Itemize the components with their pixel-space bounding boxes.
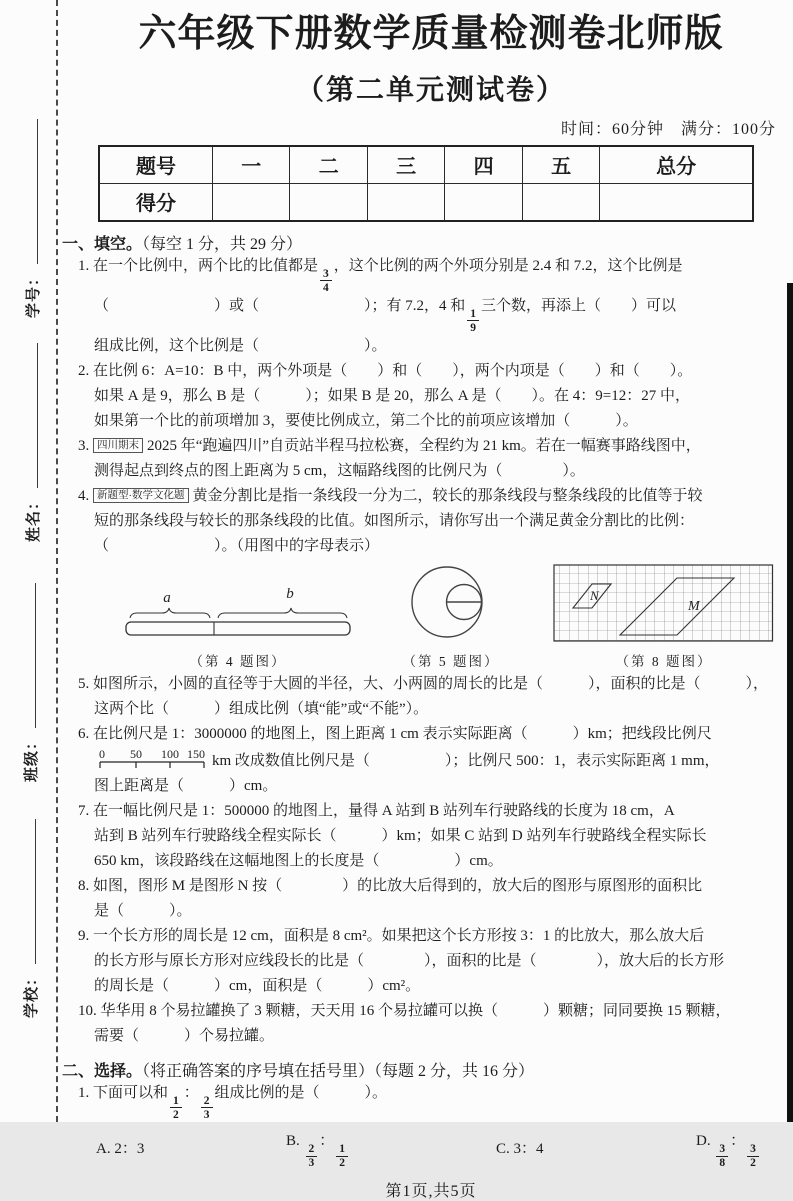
section-2-heading bbox=[62, 1058, 784, 1081]
grid-parallelograms-diagram bbox=[550, 564, 778, 644]
score-table-header-row bbox=[99, 146, 753, 184]
header-cell-total: 总分 bbox=[600, 146, 753, 184]
circles-diagram bbox=[391, 562, 511, 644]
question-2: 2. 在比例 6：A=10：B 中，两个外项是（ ）和（ ），两个内项是（ ）和（ ）。 如果 A 是 9，那么 B 是（ ）；如果 B 是 20，那么 A 是（ ）。在 4：9=12：27 中， 如果第一个比的前项增加 3，要使比例成立，第二个比的前项应该增加（ ）。 bbox=[78, 362, 693, 429]
score-cell bbox=[522, 183, 599, 221]
header-cell-5: 五 bbox=[522, 146, 599, 184]
figure-question-5 bbox=[386, 562, 516, 670]
sidebar-field-class bbox=[20, 583, 41, 782]
fraction-2-3: $\frac{2}{3}$ bbox=[306, 1143, 318, 1169]
page-title: 六年级下册数学质量检测卷北师版 bbox=[138, 13, 724, 55]
header-cell-1: 一 bbox=[213, 146, 290, 184]
question-number: 9. bbox=[78, 927, 90, 944]
question-number: 1. bbox=[78, 1084, 90, 1101]
header-cell-4: 四 bbox=[445, 146, 522, 184]
figure-caption: （第 5 题图） bbox=[402, 653, 500, 669]
sidebar-field-school bbox=[20, 819, 41, 1018]
school-blank bbox=[23, 819, 36, 964]
fraction-1-2: $\frac{1}{2}$ bbox=[336, 1143, 348, 1169]
question-number: 10. bbox=[78, 1002, 97, 1019]
svg-text:100: 100 bbox=[161, 746, 179, 761]
score-table bbox=[98, 145, 754, 222]
section-1-note: （每空 1 分，共 29 分） bbox=[142, 235, 303, 253]
class-blank bbox=[23, 583, 36, 728]
shape-label-m: M bbox=[688, 598, 700, 614]
exam-meta: 时间：60分钟 满分：100分 bbox=[560, 120, 776, 138]
question-7: 7. 在一幅比例尺是 1：500000 的地图上，量得 A 站到 B 站列车行驶路线的长度为 18 cm，A 站到 B 站列车行驶路线全程实际长（ ）km；如果 C 站到 D 站列车行驶路线全程实际长 650 km，该段路线在这幅地图上的长度是（ ）cm。 bbox=[78, 802, 707, 869]
header-cell-2: 二 bbox=[290, 146, 367, 184]
figures-row bbox=[78, 562, 784, 670]
figure-question-8 bbox=[544, 564, 784, 670]
figure-caption: （第 8 题图） bbox=[615, 653, 713, 669]
choice-question-1: 1. 下面可以和 $\frac{1}{2}$ ： $\frac{2}{3}$ 组成比例的是（ ）。 A. 2：3 B. $\frac{2}{3}$ ： $\frac{1}{2}$ C. 3：4 D. $\frac{3}{8}$ ： $\frac{3}{2}$ bbox=[78, 1081, 784, 1169]
option-d: D. $\frac{3}{8}$ ： $\frac{3}{2}$ bbox=[696, 1129, 761, 1169]
score-cell bbox=[445, 183, 522, 221]
option-b: B. $\frac{2}{3}$ ： $\frac{1}{2}$ bbox=[286, 1129, 496, 1169]
svg-text:50: 50 bbox=[130, 746, 142, 761]
sidebar-field-student-number bbox=[22, 119, 43, 318]
sidebar-field-name bbox=[22, 343, 43, 542]
question-number: 3. bbox=[78, 437, 90, 454]
question-5: 5. 如图所示，小圆的直径等于大圆的半径，大、小两圆的周长的比是（ ），面积的比是（ ）， 这两个比（ ）组成比例（填“能”或“不能”）。 bbox=[78, 675, 769, 717]
page-subtitle: （第二单元测试卷） bbox=[295, 74, 566, 106]
type-badge: 新题型·数学文化题 bbox=[93, 488, 189, 503]
choice-options-row bbox=[78, 1129, 784, 1169]
student-number-label: 学号： bbox=[26, 269, 42, 318]
question-number: 8. bbox=[78, 877, 90, 894]
question-number: 4. bbox=[78, 487, 90, 504]
section-2-note: （将正确答案的序号填在括号里）（每题 2 分，共 16 分） bbox=[142, 1062, 535, 1080]
class-label: 班级： bbox=[24, 733, 40, 782]
question-number: 1. bbox=[78, 257, 90, 274]
question-8: 8. 如图，图形 M 是图形 N 按（ ）的比放大后得到的，放大后的图形与原图形的面积比 是（ ）。 bbox=[78, 877, 703, 919]
question-number: 7. bbox=[78, 802, 90, 819]
question-4: 4. 新题型·数学文化题 黄金分割比是指一条线段一分为二，较长的那条线段与整条线段的比值等于较 短的那条线段与较长的那条线段的比值。如图所示，请你写出一个满足黄金分割比的比例： （ ）。（用图中的字母表示） bbox=[78, 487, 703, 554]
fraction-3-4: $\frac{3}{4}$ bbox=[320, 268, 332, 294]
question-6: 6. 在比例尺是 1：3000000 的地图上，图上距离 1 cm 表示实际距离（ ）km；把线段比例尺 0 50 100 150 km 改成数值比例尺是（ ）；比例尺 500：1，表示实际距离 1 mm， 图上距离是（ ）cm。 bbox=[78, 725, 720, 794]
score-cell bbox=[367, 183, 444, 221]
scan-edge bbox=[787, 283, 793, 1122]
segment-diagram bbox=[118, 578, 358, 644]
segment-label-a: a bbox=[163, 589, 171, 606]
question-number: 5. bbox=[78, 675, 90, 692]
question-number: 6. bbox=[78, 725, 90, 742]
fraction-3-8: $\frac{3}{8}$ bbox=[716, 1143, 728, 1169]
fraction-1-2: $\frac{1}{2}$ bbox=[170, 1095, 182, 1121]
header-cell-3: 三 bbox=[367, 146, 444, 184]
figure-caption: （第 4 题图） bbox=[189, 653, 287, 669]
score-cell bbox=[290, 183, 367, 221]
score-cell bbox=[213, 183, 290, 221]
fraction-1-9: $\frac{1}{9}$ bbox=[467, 308, 479, 334]
source-badge: 四川期末 bbox=[93, 438, 143, 453]
question-9: 9. 一个长方形的周长是 12 cm，面积是 8 cm²。如果把这个长方形按 3：1 的比放大，那么放大后 的长方形与原长方形对应线段长的比是（ ），面积的比是（ ），放大后的长方形 的周长是（ ）cm，面积是（ ）cm²。 bbox=[78, 927, 725, 994]
score-table-score-row bbox=[99, 183, 753, 221]
school-label: 学校： bbox=[24, 969, 40, 1018]
option-c: C. 3：4 bbox=[496, 1140, 544, 1157]
fraction-2-3: $\frac{2}{3}$ bbox=[201, 1095, 213, 1121]
figure-question-4 bbox=[118, 578, 358, 670]
main-content bbox=[62, 12, 784, 1201]
header-cell-question-number: 题号 bbox=[99, 146, 213, 184]
svg-text:0: 0 bbox=[99, 746, 105, 761]
question-1: 1. 在一个比例中，两个比的比值都是 $\frac{3}{4}$ ，这个比例的两个外项分别是 2.4 和 7.2，这个比例是 （ ）或（ ）；有 7.2，4 和 $\frac{1}{9}$ 三个数，再添上（ ）可以 组成比例，这个比例是（ ）。 bbox=[78, 257, 683, 354]
shape-label-n: N bbox=[590, 587, 599, 603]
question-3: 3. 四川期末 2025 年“跑遍四川”自贡站半程马拉松赛，全程约为 21 km。若在一幅赛事路线图中， 测得起点到终点的图上距离为 5 cm，这幅路线图的比例尺为（ ）。 bbox=[78, 437, 701, 479]
section-2-title: 二、选择。 bbox=[62, 1062, 143, 1080]
score-cell bbox=[600, 183, 753, 221]
linear-scale-bar bbox=[96, 747, 208, 771]
score-row-label: 得分 bbox=[99, 183, 213, 221]
option-a: A. 2：3 bbox=[96, 1140, 145, 1157]
svg-text:150: 150 bbox=[187, 746, 205, 761]
segment-label-b: b bbox=[286, 585, 294, 602]
question-number: 2. bbox=[78, 362, 90, 379]
name-blank bbox=[25, 343, 38, 488]
name-label: 姓名： bbox=[26, 493, 42, 542]
fraction-3-2: $\frac{3}{2}$ bbox=[747, 1143, 759, 1169]
student-number-blank bbox=[25, 119, 38, 264]
binding-dashed-line bbox=[56, 0, 58, 1122]
section-1-title: 一、填空。 bbox=[62, 235, 143, 253]
page-number-footer: 第1页,共5页 bbox=[385, 1183, 477, 1201]
section-1-heading bbox=[62, 231, 784, 254]
question-10: 10. 华华用 8 个易拉罐换了 3 颗糖，天天用 16 个易拉罐可以换（ ）颗糖；同同要换 15 颗糖， 需要（ ）个易拉罐。 bbox=[78, 1002, 731, 1044]
